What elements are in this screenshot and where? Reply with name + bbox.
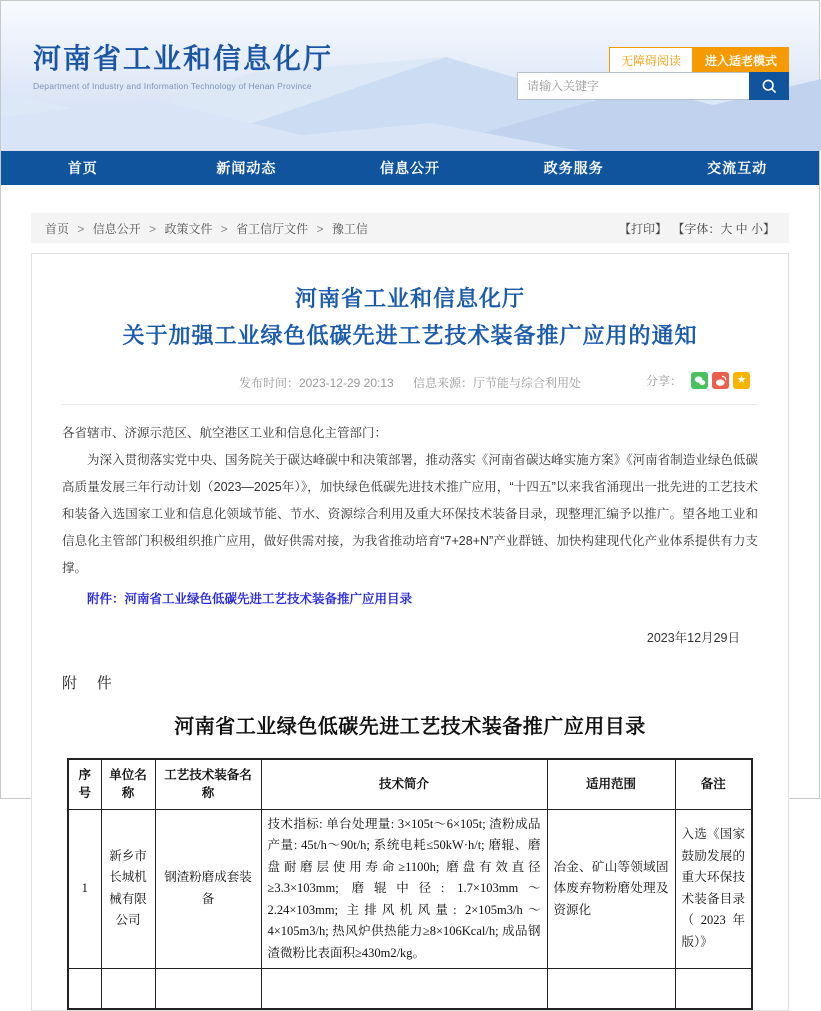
- table-row: [68, 809, 752, 969]
- breadcrumb: [45, 220, 368, 237]
- share-box: [646, 372, 750, 389]
- cell-note: 入选《国家鼓励发展的重大环保技术装备目录（2023年版）》: [675, 809, 752, 969]
- col-header-brief: 技术简介: [261, 759, 547, 809]
- breadcrumb-bar: [31, 213, 789, 243]
- page-tools: [617, 220, 775, 237]
- cell-scope: 冶金、矿山等领域固体废弃物粉磨处理及资源化: [547, 809, 675, 969]
- article-paragraph: 为深入贯彻落实党中央、国务院关于碳达峰碳中和决策部署，推动落实《河南省碳达峰实施方案》《河南省制造业绿色低碳高质量发展三年行动计划（2023—2025年）》，加快绿色低碳先进技术推广应用，“十四五”以来我省涌现出一批先进的工艺技术和装备入选国家工业和信息化领域节能、节水、资源综合利用及重大环保技术装备目录，现整理汇编予以推广。望各地工业和信息化主管部门积极组织推广应用，做好供需对接，为我省推动培育“7+28+N”产业群链、加快构建现代化产业体系提供有力支撑。: [62, 453, 758, 575]
- breadcrumb-separator: >: [77, 221, 85, 236]
- publish-time: 发布时间：2023-12-29 20:13: [238, 376, 394, 390]
- article-container: [31, 253, 789, 1011]
- catalog-table: [67, 758, 753, 1010]
- header-actions: [609, 47, 789, 74]
- share-label: 分享：: [645, 374, 682, 388]
- article-salutation: 各省辖市、济源示范区、航空港区工业和信息化主管部门：: [62, 426, 388, 440]
- font-size-control[interactable]: 【字体：大 中 小】: [672, 221, 775, 236]
- wechat-share-icon[interactable]: [691, 372, 708, 389]
- info-source: 信息来源：厅节能与综合利用处: [413, 376, 582, 390]
- search-input[interactable]: [517, 72, 749, 100]
- nav-item-info-disclosure[interactable]: 信息公开: [379, 160, 440, 176]
- search-button[interactable]: [749, 72, 789, 100]
- article-title: [62, 280, 758, 354]
- cell-brief: 技术指标: 单台处理量: 3×105t～6×105t; 渣粉成品产量: 45t/h～90t/h; 系统电耗≤50kW·h/t; 磨辊、磨盘耐磨层使用寿命≥1100h; 磨盘有效直径≥3.3×103mm; 磨辊中径: 1.7×103mm～2.24×103mm; 主排风机风量: 2×105m3/h～4×105m3/h; 热风炉供热能力≥8×106Kcal/h; 成品钢渣微粉比表面积≥430m2/kg。: [261, 809, 547, 969]
- cell-equipment: 钢渣粉磨成套装备: [155, 809, 261, 969]
- table-header-row: [68, 759, 752, 809]
- nav-item-home[interactable]: 首页: [67, 160, 98, 176]
- breadcrumb-current: 豫工信: [331, 221, 368, 236]
- catalog-table-title: 河南省工业绿色低碳先进工艺技术装备推广应用目录: [174, 716, 646, 738]
- breadcrumb-separator: >: [220, 221, 228, 236]
- nav-item-interaction[interactable]: 交流互动: [707, 160, 768, 176]
- article-date: 2023年12月29日: [646, 631, 740, 645]
- cell-number: 1: [68, 809, 101, 969]
- search-icon: [761, 78, 778, 95]
- attachment-link[interactable]: 附件：河南省工业绿色低碳先进工艺技术装备推广应用目录: [87, 592, 413, 606]
- article-title-line2: 关于加强工业绿色低碳先进工艺技术装备推广应用的通知: [122, 323, 698, 348]
- breadcrumb-department-documents[interactable]: 省工信厅文件: [236, 221, 309, 236]
- breadcrumb-home[interactable]: 首页: [45, 221, 70, 236]
- cell-unit: 新乡市长城机械有限公司: [101, 809, 155, 969]
- col-header-note: 备注: [675, 759, 752, 809]
- site-subtitle: Department of Industry and Information Technology of Henan Province: [33, 81, 312, 91]
- site-logo: [33, 37, 333, 91]
- col-header-number: 序号: [68, 759, 101, 809]
- breadcrumb-info-disclosure[interactable]: 信息公开: [92, 221, 141, 236]
- col-header-equipment: 工艺技术装备名称: [155, 759, 261, 809]
- weibo-share-icon[interactable]: [712, 372, 729, 389]
- accessibility-reading-button[interactable]: 无障碍阅读: [609, 47, 693, 74]
- article-body: [62, 420, 758, 652]
- appendix-label: 附 件: [62, 676, 120, 692]
- search-bar: [517, 72, 789, 100]
- table-row-partial: [68, 969, 752, 1009]
- elderly-mode-button[interactable]: 进入适老模式: [693, 47, 789, 74]
- article-title-line1: 河南省工业和信息化厅: [294, 286, 525, 311]
- site-title: 河南省工业和信息化厅: [33, 43, 334, 74]
- favorite-star-icon[interactable]: ★: [733, 372, 750, 389]
- breadcrumb-separator: >: [149, 221, 157, 236]
- article-meta: [62, 374, 758, 405]
- nav-item-gov-services[interactable]: 政务服务: [543, 160, 604, 176]
- col-header-scope: 适用范围: [547, 759, 675, 809]
- breadcrumb-policy-documents[interactable]: 政策文件: [164, 221, 213, 236]
- print-button[interactable]: 【打印】: [618, 221, 667, 236]
- nav-item-news[interactable]: 新闻动态: [216, 160, 277, 176]
- main-nav: [1, 151, 819, 185]
- col-header-unit: 单位名称: [101, 759, 155, 809]
- site-header: [1, 1, 819, 151]
- breadcrumb-separator: >: [316, 221, 324, 236]
